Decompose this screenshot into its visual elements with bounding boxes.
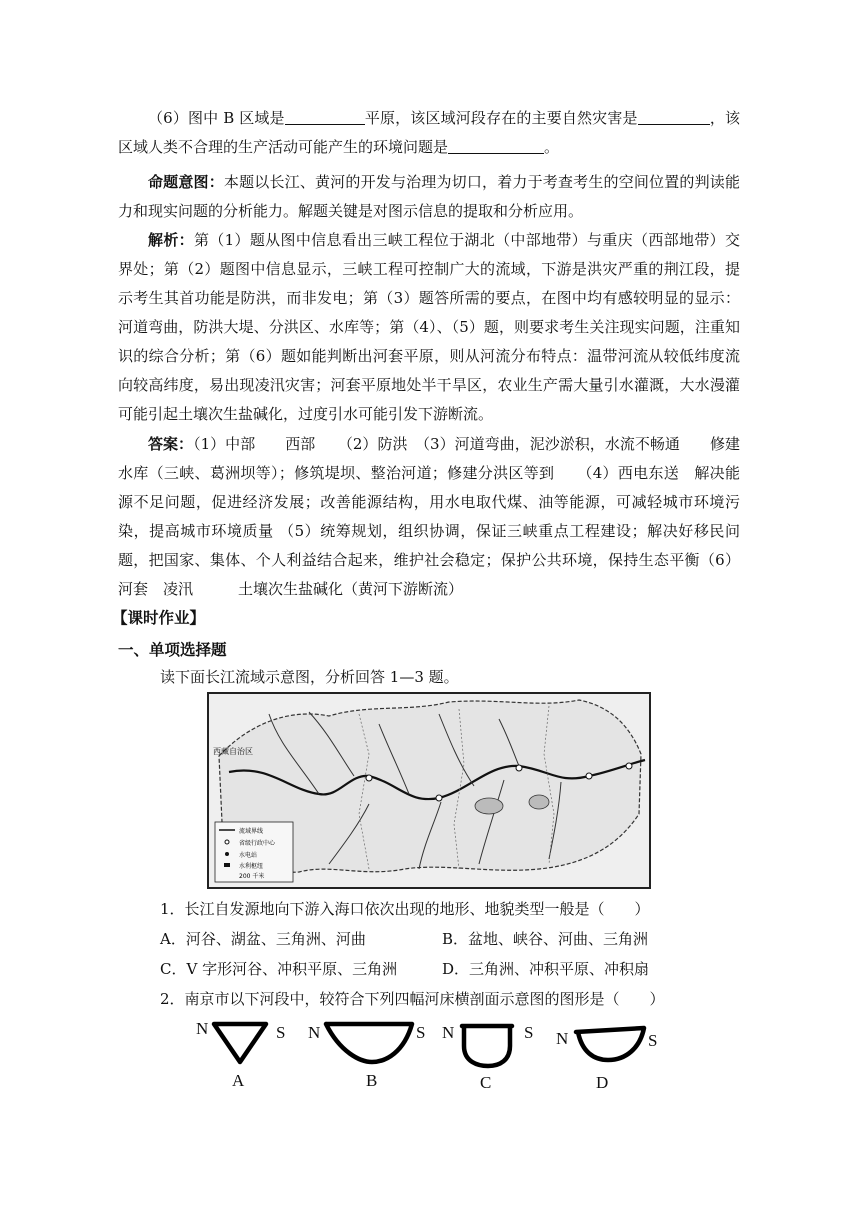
- cross-section-d: [556, 1028, 657, 1092]
- q6-part4: 。: [544, 138, 560, 156]
- question-1-stem: 1．长江自发源地向下游入海口依次出现的地形、地貌类型一般是（ ）: [160, 900, 650, 918]
- q6-part3: ，该区域人类不合理的生产活动可能产生的环境问题是: [118, 109, 740, 156]
- q1-option-b: B．盆地、峡谷、河曲、三角洲: [442, 930, 649, 948]
- analysis-text: 第（1）题从图中信息看出三峡工程位于湖北（中部地带）与重庆（西部地带）交界处；第（2）题图中信息显示，三峡工程可控制广大的流域，下游是洪灾严重的荆江段，提示考生其首功能是防洪，而非发电；第（3）题答所需的要点，在图中均有感较明显的显示：河道弯曲，防洪大堤、分洪区、水库等；第（4）、（5）题，则要求考生关注现实问题，注重知识的综合分析；第（6）题如能判断出河套平原，则从河流分布特点：温带河流从较低纬度流向较高纬度，易出现凌汛灾害；河套平原地处半干旱区，农业生产需大量引水灌溉，大水漫灌可能引起土壤次生盐碱化，过度引水可能引发下游断流。: [118, 231, 740, 423]
- legend-item-5: 200 千米: [239, 873, 265, 880]
- legend-item-4: 水利枢纽: [239, 863, 264, 870]
- fig-b-letter: B: [366, 1071, 378, 1090]
- answer-blank-2: [638, 108, 710, 125]
- q1-option-d: D．三角洲、冲积平原、冲积扇: [442, 960, 650, 978]
- legend-item-3: 水电站: [239, 852, 258, 859]
- intent-paragraph: [118, 168, 740, 226]
- fig-a-s: S: [276, 1023, 286, 1042]
- fig-c-n: N: [442, 1023, 455, 1042]
- fig-d-letter: D: [596, 1073, 609, 1092]
- map-label-tibet: 西藏自治区: [213, 747, 253, 756]
- cross-section-c: [442, 1023, 533, 1092]
- question-6: [118, 104, 740, 162]
- fig-d-s: S: [648, 1031, 658, 1050]
- legend-item-2: 省级行政中心: [239, 840, 276, 847]
- intent-text: 本题以长江、黄河的开发与治理为切口，着力于考查考生的空间位置的判读能力和现实问题的分析能力。解题关键是对图示信息的提取和分析应用。: [118, 173, 740, 220]
- map-intro: 读下面长江流域示意图，分析回答 1—3 题。: [160, 668, 459, 686]
- fig-c-letter: C: [480, 1073, 492, 1092]
- q1-option-a: A．河谷、湖盆、三角洲、河曲: [160, 930, 366, 948]
- riverbed-cross-sections: [190, 1012, 670, 1092]
- fig-a-letter: A: [232, 1071, 245, 1090]
- q6-part1: （6）图中 B 区域是: [148, 109, 285, 127]
- intent-label: 命题意图：: [148, 173, 224, 191]
- fig-d-n: N: [556, 1029, 569, 1048]
- q1-option-c: C．V 字形河谷、冲积平原、三角洲: [160, 960, 398, 978]
- section-title: 【课时作业】: [112, 608, 206, 627]
- fig-b-n: N: [308, 1023, 321, 1042]
- fig-a-n: N: [196, 1019, 209, 1038]
- yangtze-basin-map: [207, 692, 651, 889]
- answer-blank-3: [448, 137, 544, 154]
- analysis-paragraph: [118, 226, 740, 429]
- legend-item-1: 流域界线: [239, 828, 264, 835]
- answer-blank-1: [285, 108, 365, 125]
- yangtze-map-graphic: [209, 694, 649, 887]
- answer-paragraph: [118, 430, 740, 604]
- analysis-label: 解析：: [148, 231, 194, 249]
- cross-section-a: [196, 1019, 285, 1090]
- fig-c-s: S: [524, 1023, 534, 1042]
- cross-section-b: [308, 1023, 425, 1090]
- fig-b-s: S: [416, 1023, 426, 1042]
- subsection-title: 一、单项选择题: [118, 640, 227, 659]
- answer-label: 答案：: [148, 435, 194, 453]
- answer-text: （1）中部 西部 （2）防洪 （3）河道弯曲，泥沙淤积，水流不畅通 修建水库（三峡、葛洲坝等）；修筑堤坝、整治河道；修建分洪区等到 （4）西电东送 解决能源不足问题，促进经济发展；改善能源结构，用水电取代煤、油等能源，可减轻城市环境污染，提高城市环境质量 （5）统筹规划，组织协调，保证三峡重点工程建设；解决好移民问题，把国家、集体、个人利益结合起来，维护社会稳定；保护公共环境，保持生态平衡（6）河套 凌汛 土壤次生盐碱化（黄河下游断流）: [118, 435, 740, 598]
- question-2-stem: 2．南京市以下河段中，较符合下列四幅河床横剖面示意图的图形是（ ）: [160, 990, 665, 1008]
- q6-part2: 平原，该区域河段存在的主要自然灾害是: [364, 109, 638, 127]
